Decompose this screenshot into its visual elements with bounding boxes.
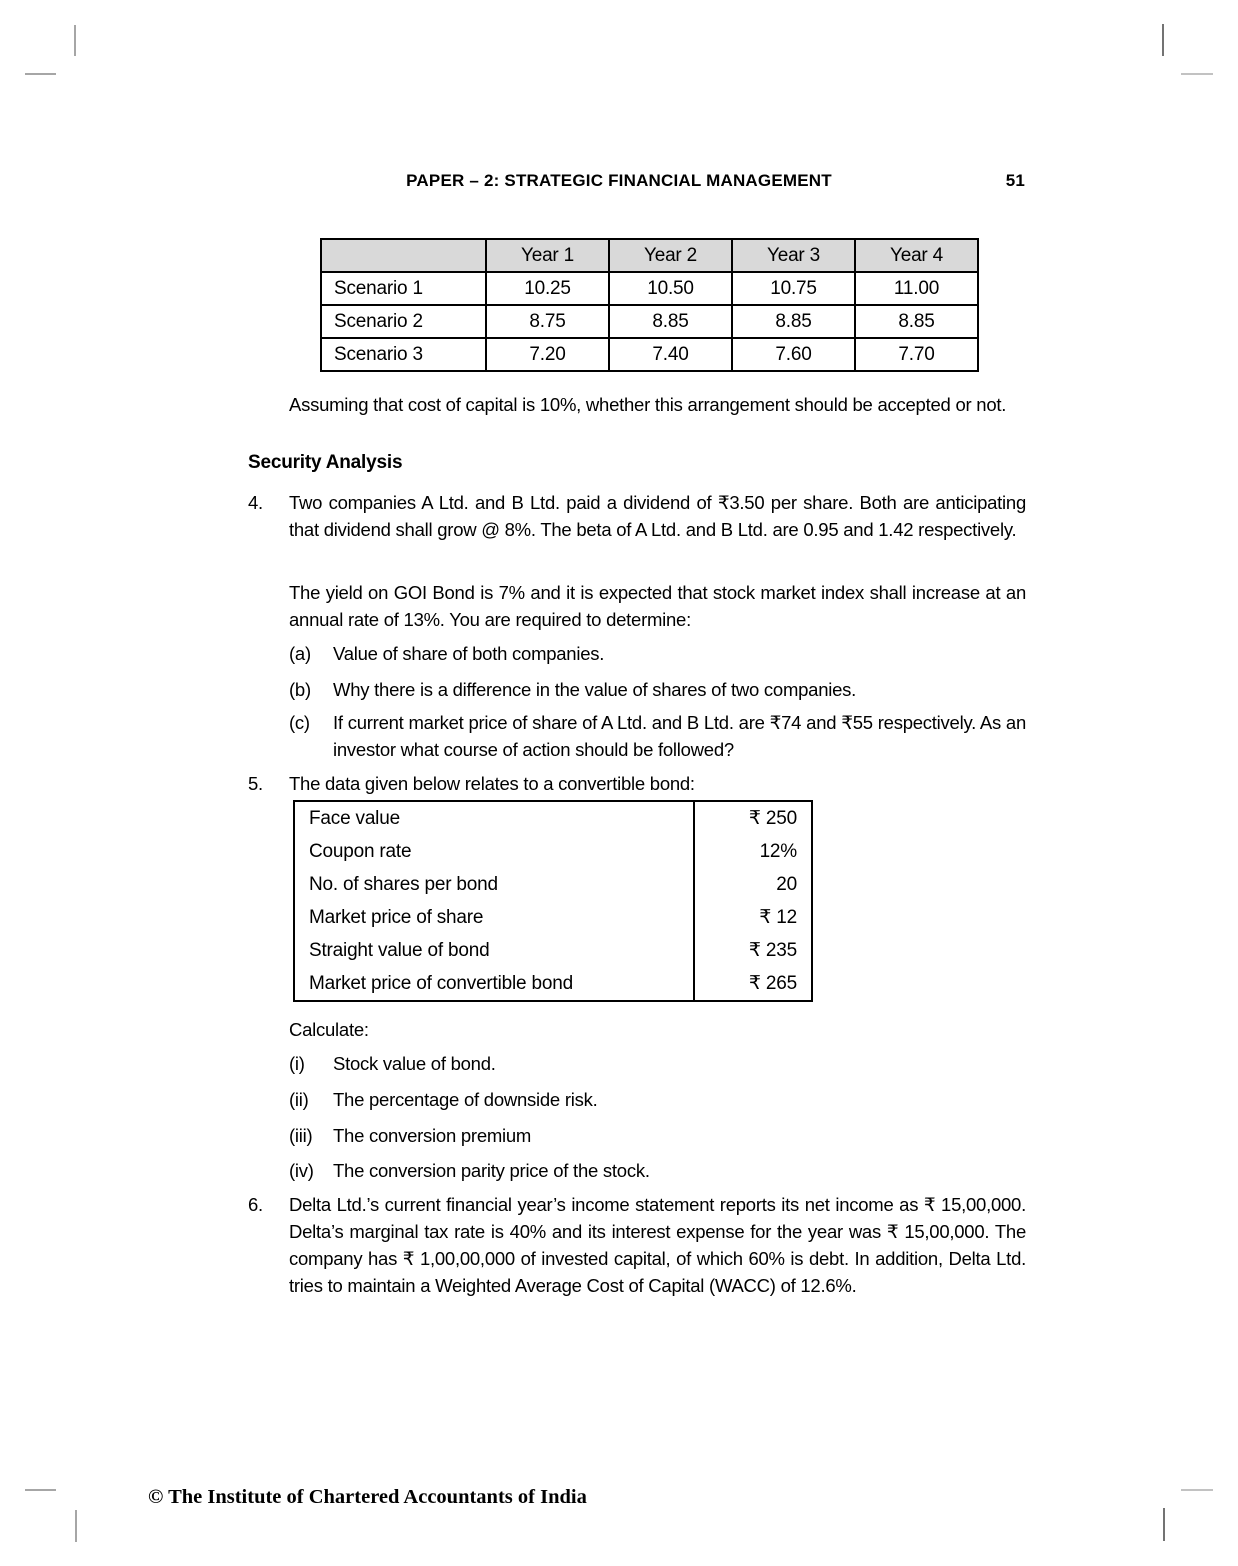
bond-row-label: Coupon rate — [309, 840, 412, 862]
list-item-a — [289, 640, 1026, 667]
crop-mark-bottom-left-vertical — [75, 1510, 77, 1542]
table-row — [295, 901, 811, 934]
bond-row-label: Market price of share — [309, 906, 484, 928]
assumption-paragraph: Assuming that cost of capital is 10%, whether this arrangement should be accepted or not. — [289, 394, 1007, 415]
section-heading: Security Analysis — [248, 452, 403, 473]
question-5 — [248, 770, 1026, 797]
scenario-table-header-year3: Year 3 — [732, 239, 855, 272]
bond-row-value: ₹ 265 — [693, 967, 811, 1000]
table-row — [321, 272, 978, 305]
question-4-paragraph-2: The yield on GOI Bond is 7% and it is expected that stock market index shall increase at an annual rate of 13%. You are required to determine: — [289, 582, 1026, 630]
question-6-number: 6. — [248, 1194, 263, 1215]
crop-mark-bottom-right-vertical — [1163, 1508, 1165, 1541]
scenario-value: 10.50 — [609, 272, 732, 305]
table-row — [295, 934, 811, 967]
scenario-value: 11.00 — [855, 272, 978, 305]
bond-table — [293, 800, 813, 1002]
scenario-label: Scenario 3 — [321, 338, 486, 371]
scenario-table-header-blank — [321, 239, 486, 272]
question-6 — [248, 1191, 1026, 1299]
question-4 — [248, 489, 1026, 543]
scenario-table-header-year4: Year 4 — [855, 239, 978, 272]
scenario-value: 8.85 — [732, 305, 855, 338]
question-5-number: 5. — [248, 773, 263, 794]
list-item-i-text: Stock value of bond. — [333, 1053, 496, 1074]
scenario-value: 8.85 — [609, 305, 732, 338]
scenario-label: Scenario 1 — [321, 272, 486, 305]
page-number: 51 — [1005, 171, 1025, 190]
list-item-iii — [289, 1122, 1026, 1149]
crop-mark-top-left-vertical — [74, 25, 76, 56]
crop-mark-bottom-left-horizontal — [25, 1489, 56, 1491]
scenario-value: 7.20 — [486, 338, 609, 371]
crop-mark-top-right-horizontal — [1181, 73, 1213, 75]
list-item-ii-text: The percentage of downside risk. — [333, 1089, 598, 1110]
bond-row-value: 20 — [693, 868, 811, 901]
table-row — [295, 835, 811, 868]
list-item-b-marker: (b) — [289, 679, 311, 700]
bond-row-value: ₹ 235 — [693, 934, 811, 967]
list-item-a-text: Value of share of both companies. — [333, 643, 605, 664]
calculate-label: Calculate: — [289, 1019, 369, 1040]
list-item-iv-text: The conversion parity price of the stock. — [333, 1160, 650, 1181]
copyright-footer: © The Institute of Chartered Accountants of India — [148, 1486, 587, 1508]
scenario-label: Scenario 2 — [321, 305, 486, 338]
scenario-value: 8.75 — [486, 305, 609, 338]
list-item-iii-marker: (iii) — [289, 1125, 313, 1146]
scenario-table-header-year2: Year 2 — [609, 239, 732, 272]
question-4-number: 4. — [248, 492, 263, 513]
page-title: PAPER – 2: STRATEGIC FINANCIAL MANAGEMENT — [406, 171, 832, 190]
bond-row-label: Market price of convertible bond — [309, 972, 573, 994]
list-item-ii-marker: (ii) — [289, 1089, 309, 1110]
scenario-table-header-year1: Year 1 — [486, 239, 609, 272]
list-item-c-text: If current market price of share of A Ltd. and B Ltd. are ₹74 and ₹55 respectively. As an investor what course of action should be followed? — [333, 712, 1026, 760]
table-row — [295, 967, 811, 1000]
list-item-c-marker: (c) — [289, 712, 310, 733]
list-item-iv-marker: (iv) — [289, 1160, 314, 1181]
list-item-i-marker: (i) — [289, 1053, 305, 1074]
bond-row-label: Face value — [309, 807, 400, 829]
bond-row-label: No. of shares per bond — [309, 873, 498, 895]
crop-mark-top-right-vertical — [1162, 24, 1164, 56]
crop-mark-top-left-horizontal — [25, 73, 56, 75]
table-row — [295, 868, 811, 901]
crop-mark-bottom-right-horizontal — [1181, 1489, 1213, 1491]
table-row — [295, 802, 811, 835]
question-4-text: Two companies A Ltd. and B Ltd. paid a dividend of ₹3.50 per share. Both are anticipating that dividend shall grow @ 8%. The beta of A Ltd. and B Ltd. are 0.95 and 1.42 respectively. — [289, 492, 1026, 540]
list-item-ii — [289, 1086, 1026, 1113]
table-row — [321, 338, 978, 371]
scenario-value: 7.70 — [855, 338, 978, 371]
list-item-b-text: Why there is a difference in the value of shares of two companies. — [333, 679, 857, 700]
table-row — [321, 305, 978, 338]
bond-row-value: ₹ 12 — [693, 901, 811, 934]
list-item-a-marker: (a) — [289, 643, 311, 664]
bond-row-label: Straight value of bond — [309, 939, 490, 961]
question-6-text: Delta Ltd.’s current financial year’s income statement reports its net income as ₹ 15,00,000. Delta’s marginal tax rate is 40% and its interest expense for the year was ₹ 15,00,000. The company has ₹ 1,00,00,000 of invested capital, of which 60% is debt. In addition, Delta Ltd. tries to maintain a Weighted Average Cost of Capital (WACC) of 12.6%. — [289, 1194, 1026, 1296]
scenario-value: 8.85 — [855, 305, 978, 338]
list-item-iii-text: The conversion premium — [333, 1125, 532, 1146]
question-5-text: The data given below relates to a convertible bond: — [289, 773, 695, 794]
scenario-value: 7.60 — [732, 338, 855, 371]
list-item-b — [289, 676, 1026, 703]
scenario-value: 10.75 — [732, 272, 855, 305]
scenario-table-header-row — [321, 239, 978, 272]
list-item-c — [289, 709, 1026, 763]
list-item-iv — [289, 1157, 1026, 1184]
bond-row-value: 12% — [693, 835, 811, 868]
scenario-table — [320, 238, 979, 372]
bond-row-value: ₹ 250 — [693, 802, 811, 835]
scenario-value: 10.25 — [486, 272, 609, 305]
scenario-value: 7.40 — [609, 338, 732, 371]
list-item-i — [289, 1050, 1026, 1077]
page-header — [213, 171, 1025, 191]
